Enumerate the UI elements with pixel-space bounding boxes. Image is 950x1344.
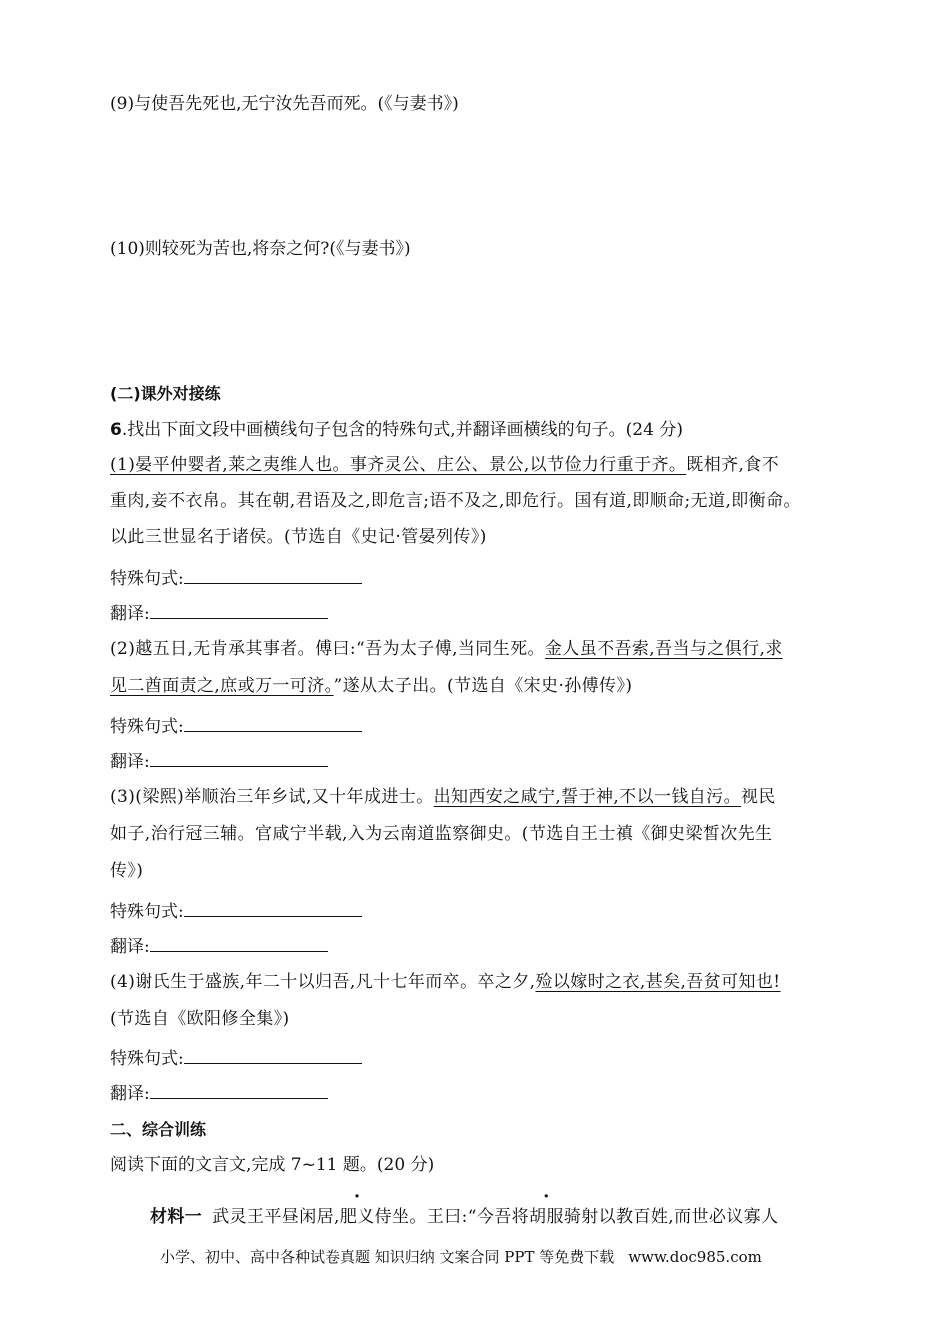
translate-blank[interactable] [150, 601, 328, 619]
special-form-row-3 [110, 899, 362, 924]
underlined-sentence: 殓以嫁时之衣,甚矣,吾贫可知也! [535, 972, 781, 992]
item-10: (10)则较死为苦也,将奈之何?(《与妻书》) [110, 239, 411, 259]
passage-4-line-2: (节选自《欧阳修全集》) [110, 1009, 290, 1029]
translate-blank[interactable] [150, 934, 328, 952]
underlined-sentence: 见二酋面责之,庶或万一可济。 [110, 676, 334, 696]
material-text: 骑射以教百姓,而世必议寡人 [563, 1207, 779, 1227]
special-form-row-4 [110, 1046, 362, 1071]
reading-intro: 阅读下面的文言文,完成 7~11 题。(20 分) [110, 1155, 435, 1175]
passage-3-line-3: 传》) [110, 861, 144, 881]
material-text: 武灵王平昼闲居, [212, 1207, 340, 1227]
special-form-row-2 [110, 714, 362, 739]
passage-text: (2)越五日,无肯承其事者。傅曰:“吾为太子傅,当同生死。 [110, 639, 545, 659]
page-footer [160, 1246, 762, 1267]
dotted-word: 肥义 [339, 1207, 375, 1227]
passage-1-line-3: 以此三世显名于诸侯。(节选自《史记·管晏列传》) [110, 527, 487, 547]
underlined-sentence: (1)晏平仲婴者,莱之夷维人也。事齐灵公、庄公、景公,以节俭力行重于齐。 [110, 455, 687, 475]
special-form-blank[interactable] [184, 714, 362, 732]
passage-text: 既相齐,食不 [686, 455, 780, 475]
translate-blank[interactable] [150, 1081, 328, 1099]
translate-row-3 [110, 934, 328, 959]
passage-1-line-1 [110, 453, 779, 477]
translate-label: 翻译: [110, 937, 150, 957]
special-form-label: 特殊句式: [110, 717, 184, 737]
passage-text: ”遂从太子出。(节选自《宋史·孙傅传》) [333, 676, 633, 696]
footer-url[interactable]: www.doc985.com [628, 1248, 762, 1266]
passage-text: (4)谢氏生于盛族,年二十以归吾,凡十七年而卒。卒之夕, [110, 972, 536, 992]
special-form-blank[interactable] [184, 1046, 362, 1064]
special-form-label: 特殊句式: [110, 902, 184, 922]
translate-label: 翻译: [110, 1084, 150, 1104]
passage-2-line-1 [110, 637, 783, 661]
special-form-blank[interactable] [184, 899, 362, 917]
special-form-label: 特殊句式: [110, 569, 184, 589]
special-form-label: 特殊句式: [110, 1049, 184, 1069]
question-number: 6 [110, 420, 122, 440]
underlined-sentence: 金人虽不吾索,吾当与之俱行,求 [544, 639, 783, 659]
material-one-line [150, 1205, 778, 1229]
translate-label: 翻译: [110, 752, 150, 772]
translate-blank[interactable] [150, 749, 328, 767]
special-form-blank[interactable] [184, 566, 362, 584]
special-form-row-1 [110, 566, 362, 591]
translate-row-4 [110, 1081, 328, 1106]
footer-text: 小学、初中、高中各种试卷真题 知识归纳 文案合同 PPT 等免费下载 [160, 1248, 615, 1266]
passage-text: 视民 [740, 787, 776, 807]
underlined-sentence: 出知西安之咸宁,誓于神,不以一钱自污。 [433, 787, 741, 807]
question-text: .找出下面文段中画横线句子包含的特殊句式,并翻译画横线的句子。(24 分) [121, 420, 683, 440]
dotted-word: 胡服 [529, 1207, 564, 1227]
passage-4-line-1 [110, 970, 781, 994]
section-heading-two: 二、综合训练 [110, 1120, 207, 1139]
translate-row-1 [110, 601, 328, 626]
section-heading-extra: (二)课外对接练 [110, 384, 221, 403]
passage-1-line-2: 重肉,妾不衣帛。其在朝,君语及之,即危言;语不及之,即危行。国有道,即顺命;无道,即衡命。 [110, 491, 801, 511]
passage-3-line-2: 如子,治行冠三辅。官咸宁半载,入为云南道监察御史。(节选自王士禛《御史梁皙次先生 [110, 824, 773, 844]
translate-label: 翻译: [110, 604, 150, 624]
question-6 [110, 418, 683, 442]
passage-2-line-2 [110, 674, 632, 698]
translate-row-2 [110, 749, 328, 774]
item-9: (9)与使吾先死也,无宁汝先吾而死。(《与妻书》) [110, 94, 459, 114]
material-label: 材料一 [150, 1207, 203, 1227]
material-text: 侍坐。王曰:“今吾将 [374, 1207, 530, 1227]
passage-3-line-1 [110, 785, 776, 809]
passage-text: (3)(梁熙)举顺治三年乡试,又十年成进士。 [110, 787, 434, 807]
